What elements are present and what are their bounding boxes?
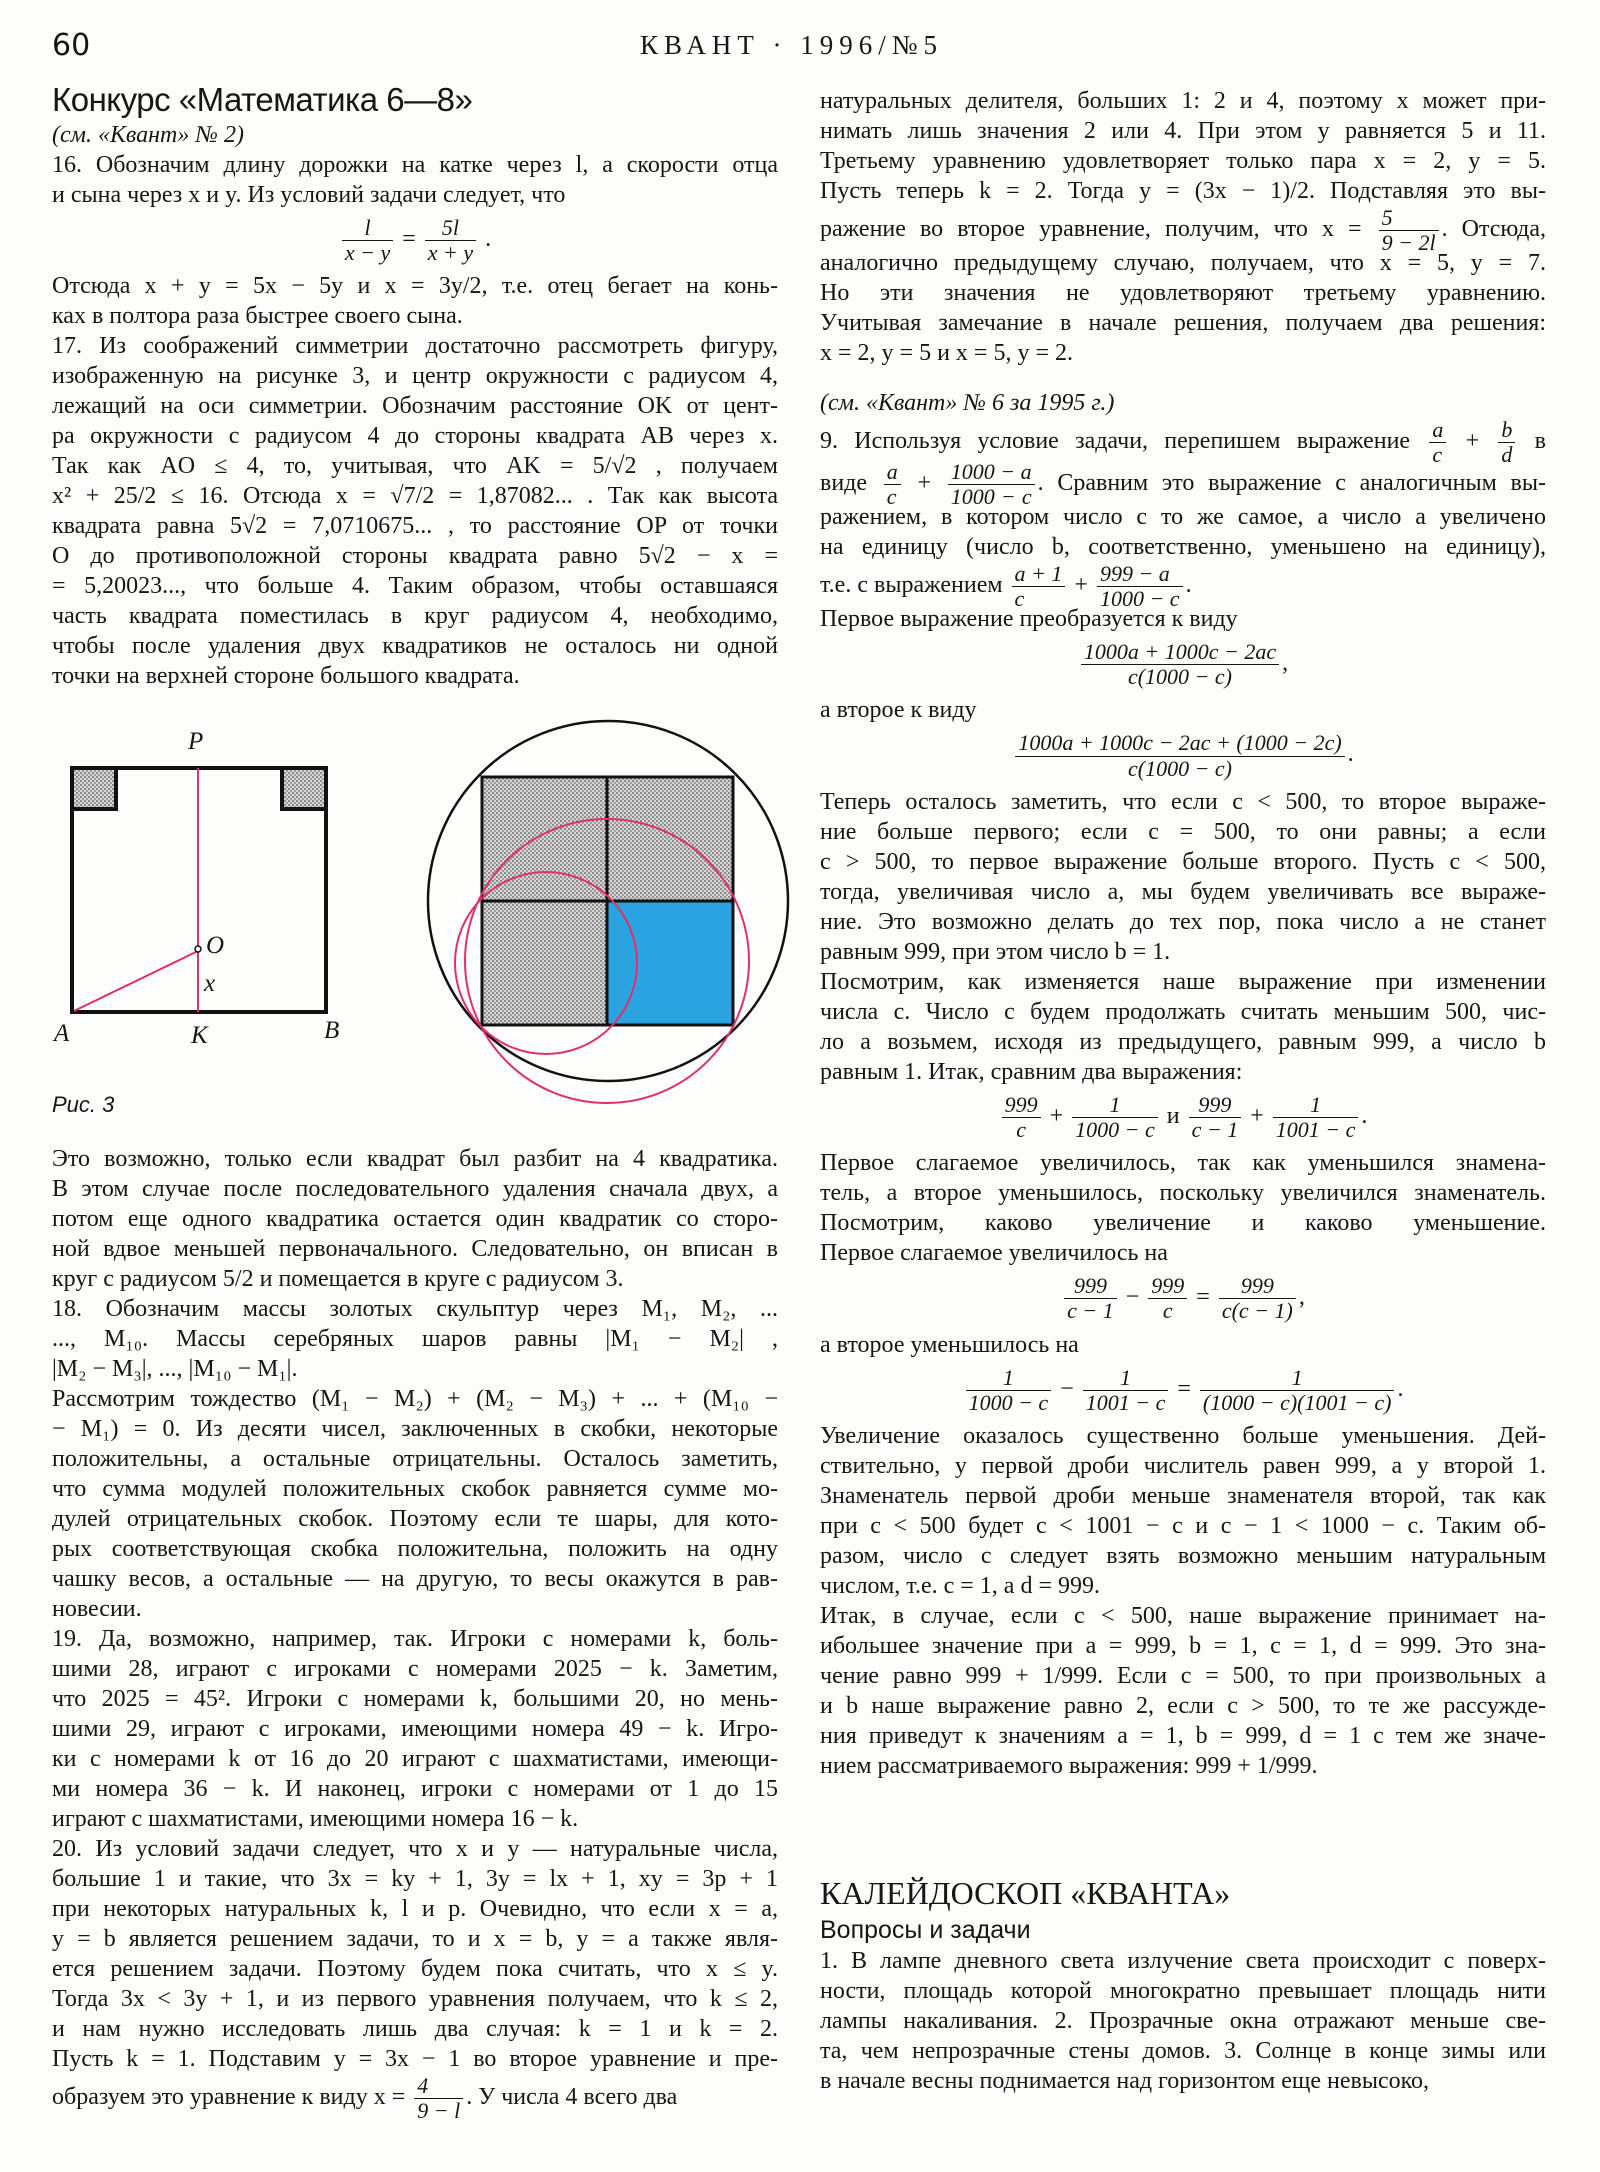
fraction <box>1273 1093 1359 1142</box>
text-run: = <box>1190 1284 1216 1311</box>
denominator: c − 1 <box>1191 1116 1239 1142</box>
fraction <box>1072 1093 1158 1142</box>
numerator: 1000a + 1000c − 2ac + (1000 − 2c) <box>1015 731 1344 756</box>
paragraph <box>52 1384 778 1624</box>
text-run: + <box>903 470 945 497</box>
text-line: c > 500, то первое выражение больше второго. Пусть c < 500, <box>820 848 1546 875</box>
numerator: 1 <box>1273 1093 1359 1118</box>
paragraph <box>52 1834 778 2124</box>
text-line: шими 28, играют с игроками с номерами 2025 − k. Заметим, <box>52 1656 778 1682</box>
fraction <box>1081 640 1279 689</box>
right-column <box>820 86 1546 1781</box>
text-line: квадрата равна 5√2 = 7,0710675... , то расстояние OP от точки <box>52 513 778 540</box>
text-line <box>820 205 1546 256</box>
text-run: = <box>1171 1375 1197 1402</box>
text-line <box>820 417 1546 468</box>
text-line: и нам нужно исследовать лишь два случая: k = 1 и k = 2. <box>52 2016 778 2042</box>
numerator: 1 <box>1072 1093 1158 1118</box>
text-line: Посмотрим, каково увеличение и каково уменьшение. <box>820 1210 1546 1237</box>
fraction <box>1083 1366 1169 1415</box>
text-line: x² + 25/2 ≤ 16. Отсюда x = √7/2 = 1,87082... . Так как высота <box>52 483 778 510</box>
text-line: Отсюда x + y = 5x − 5y и x = 3y/2, т.е. отец бегает на конь- <box>52 273 778 300</box>
display-formula <box>820 725 1546 786</box>
text-line: что сумма модулей положительных скобок равняется сумме мо- <box>52 1476 778 1502</box>
text-line: Тогда 3x < 3y + 1, и из первого уравнения получаем, что k ≤ 2, <box>52 1986 778 2012</box>
numerator: 4 <box>414 2074 463 2099</box>
text-line: равным 999, при этом число b = 1. <box>820 938 1171 965</box>
text-line: 1. В лампе дневного света излучение света происходит с поверх- <box>820 1948 1546 1974</box>
text-line: Пусть теперь k = 2. Тогда y = (3x − 1)/2. Подставляя это вы- <box>820 178 1546 204</box>
kaleidoscope-section <box>820 1872 1546 2096</box>
text-run: . <box>479 226 492 253</box>
text-line: числа c. Число c будем продолжать считать меньшим 500, чис- <box>820 998 1546 1025</box>
text-line: ния приведут к значениям a = 1, b = 999, d = 1 с тем же значе- <box>820 1722 1546 1749</box>
text-line: ра окружности с радиусом 4 до стороны квадрата AB через x. <box>52 423 778 450</box>
text-line: Это возможно, только если квадрат был разбит на 4 квадратика. <box>52 1146 778 1172</box>
paragraph <box>820 1601 1546 1781</box>
text-line: разом, число c следует взять возможно меньшим натуральным <box>820 1542 1546 1569</box>
text-run: . Отсюда, <box>1441 216 1546 243</box>
text-line: ние больше первого; если c = 500, то они равны; а если <box>820 818 1546 845</box>
denominator: 1000 − c <box>968 1389 1049 1415</box>
text-line: O до противоположной стороны квадрата равно 5√2 − x = <box>52 543 778 570</box>
text-line: В этом случае после последовательного удаления сначала двух, а <box>52 1176 778 1202</box>
text-line: тель, а второе уменьшилось, поскольку увеличился знаменатель. <box>820 1180 1546 1207</box>
text-run: образуем это уравнение к виду x = <box>52 2084 412 2111</box>
text-run: в <box>1518 428 1546 455</box>
text-line: потом еще одного квадратика остается один квадратик со сторо- <box>52 1206 778 1232</box>
text-run: . <box>1347 741 1354 768</box>
text-run: + <box>1244 1102 1270 1129</box>
text-run: . Сравним это выражение с аналогичным вы- <box>1037 470 1546 497</box>
text-line: положительны, а остальные отрицательны. Осталось заметить, <box>52 1446 778 1472</box>
figure-caption: Рис. 3 <box>52 1092 115 1117</box>
page-number: 60 <box>52 28 91 63</box>
subsection-heading: Вопросы и задачи <box>820 1916 1031 1944</box>
reference-note: (см. «Квант» № 6 за 1995 г.) <box>820 390 1115 416</box>
numerator: 999 <box>1064 1274 1117 1299</box>
section-title: Конкурс «Математика 6—8» <box>52 81 473 118</box>
text-line: ..., M₁₀. Массы серебряных шаров равны |M₁ − M₂| , <box>52 1326 778 1352</box>
paragraph <box>820 1148 1546 1268</box>
fraction <box>414 2074 463 2123</box>
text-line: y = b является решением задачи, то и x = b, y = a также явля- <box>52 1926 778 1952</box>
fraction <box>1200 1366 1395 1415</box>
denominator: 9 − l <box>417 2098 461 2124</box>
text-run: + <box>1449 428 1496 455</box>
text-line: лампы накаливания. 2. Прозрачные окна отражают меньше све- <box>820 2008 1546 2034</box>
denominator: 1001 − c <box>1275 1116 1356 1142</box>
segment-ao <box>74 951 198 1011</box>
display-formula <box>820 634 1546 695</box>
text-line: лежащий на оси симметрии. Обозначим расстояние OK от цент- <box>52 393 778 420</box>
denominator: c <box>1432 442 1443 468</box>
numerator: 999 − a <box>1097 562 1183 587</box>
text-line: 20. Из условий задачи следует, что x и y — натуральные числа, <box>52 1836 778 1862</box>
denominator: 9 − 2l <box>1381 230 1436 256</box>
text-line: Первое слагаемое увеличилось, так как уменьшился знамена- <box>820 1150 1546 1177</box>
denominator: c − 1 <box>1067 1298 1114 1324</box>
numerator: a <box>1429 418 1446 443</box>
paragraph <box>820 1421 1546 1601</box>
text-line: играют с шахматистами, имеющими номера 16 − k. <box>52 1806 579 1832</box>
text-run: виде <box>820 470 881 497</box>
quadrant-top-right <box>607 777 733 901</box>
text-run: 9. Используя условие задачи, перепишем выражение <box>820 428 1427 455</box>
text-line: дулей отрицательных скобок. Поэтому если те шары, для кото- <box>52 1506 778 1532</box>
paragraph <box>820 1946 1546 2096</box>
small-square-left <box>72 768 116 809</box>
text-line: Учитывая замечание в начале решения, получаем два решения: <box>820 310 1546 336</box>
text-line: на единицу (число b, соответственно, уменьшено на единицу), <box>820 534 1546 560</box>
display-formula <box>820 1087 1546 1148</box>
text-line: а второе к виду <box>820 697 977 724</box>
text-line: часть квадрата поместилась в круг радиусом 4, необходимо, <box>52 603 778 630</box>
display-formula <box>820 1360 1546 1421</box>
circle-diagram <box>428 721 788 1103</box>
numerator: 1 <box>966 1366 1052 1391</box>
text-line: 18. Обозначим массы золотых скульптур через M₁, M₂, ... <box>52 1296 778 1322</box>
text-line: Первое слагаемое увеличилось на <box>820 1240 1168 1267</box>
numerator: 1000a + 1000c − 2ac <box>1081 640 1279 665</box>
label-x: x <box>204 970 216 997</box>
text-line: Третьему уравнению удовлетворяет только пара x = 2, y = 5. <box>820 148 1546 174</box>
text-line: новесии. <box>52 1596 142 1622</box>
text-line: чашку весов, а остальные — на другую, то весы окажутся в рав- <box>52 1566 778 1592</box>
text-line: и b наше выражение равно 2, если c > 500, то те же рассужде- <box>820 1692 1546 1719</box>
text-line: Но эти значения не удовлетворяют третьему уравнению. <box>820 280 1546 306</box>
fraction <box>1015 731 1344 780</box>
denominator: x + y <box>427 240 474 266</box>
paragraph <box>52 1294 778 1384</box>
text-line: круг с радиусом 5/2 и помещается в круге с радиусом 3. <box>52 1266 624 1292</box>
text-run: + <box>1043 1102 1070 1129</box>
fraction <box>1064 1274 1117 1323</box>
text-line: равным 1. Итак, сравним два выражения: <box>820 1058 1243 1085</box>
text-line: 19. Да, возможно, например, так. Игроки с номерами k, боль- <box>52 1626 778 1652</box>
point-o <box>195 946 201 952</box>
text-run: т.е. с выражением <box>820 572 1009 599</box>
denominator: 1000 − c <box>950 484 1032 510</box>
label-b: B <box>324 1017 340 1044</box>
denominator: c(1000 − c) <box>1127 755 1233 781</box>
text-line: при некоторых натуральных k, l и p. Очевидно, что если x = a, <box>52 1896 778 1922</box>
paragraph <box>820 604 1546 634</box>
denominator: c(c − 1) <box>1221 1298 1293 1324</box>
text-line: ибольшее значение при a = 999, b = 1, c = 1, d = 999. Это зна- <box>820 1632 1546 1659</box>
text-run: . <box>1397 1375 1404 1402</box>
quadrant-bottom-left <box>482 901 607 1025</box>
text-run: + <box>1068 572 1094 599</box>
text-line: 16. Обозначим длину дорожки на катке через l, а скорости отца <box>52 152 778 178</box>
running-head: КВАНТ · 1996/№5 <box>640 30 944 60</box>
paragraph <box>820 86 1546 368</box>
text-line: большие 1 и такие, что 3x = ky + 1, 3y = lx + 1, xy = 3p + 1 <box>52 1866 778 1892</box>
text-line: нием рассматриваемого выражения: 999 + 1/999. <box>820 1752 1318 1779</box>
text-line: аналогично предыдущему случаю, получаем, что x = 5, y = 7. <box>820 250 1546 276</box>
denominator: 1000 − c <box>1099 586 1180 612</box>
text-line: точки на верхней стороне большого квадрата. <box>52 663 520 690</box>
text-line: ется решением задачи. Поэтому будем пока считать, что x ≤ y. <box>52 1956 778 1982</box>
text-line: что 2025 = 45². Игроки с номерами k, большими 20, но мень- <box>52 1686 778 1712</box>
text-line: − M₁) = 0. Из десяти чисел, заключенных в скобки, некоторые <box>52 1416 778 1442</box>
denominator: (1000 − c)(1001 − c) <box>1202 1389 1392 1415</box>
text-run: , <box>1298 1284 1305 1311</box>
text-line: Итак, в случае, если c < 500, наше выражение принимает на- <box>820 1602 1546 1629</box>
numerator: a <box>884 460 901 485</box>
text-line <box>820 459 1546 510</box>
display-formula <box>820 1268 1546 1329</box>
text-line: рых соответствующая скобка положительна, положить на одну <box>52 1536 778 1562</box>
text-line: чтобы после удаления двух квадратиков не осталось ни одной <box>52 633 778 660</box>
text-line: ности, площадь которой многократно превышает площадь нити <box>820 1978 1546 2004</box>
text-line: Посмотрим, как изменяется наше выражение при изменении <box>820 968 1546 995</box>
paragraph <box>820 967 1546 1087</box>
denominator: c(1000 − c) <box>1127 664 1232 690</box>
text-line: = 5,20023..., что больше 4. Таким образом, чтобы оставшаяся <box>52 573 778 600</box>
text-line: в начале весны поднимается над горизонтом еще невысоко, <box>820 2068 1430 2094</box>
denominator: x − y <box>344 240 391 266</box>
text-line: та, чем непрозрачные стены домов. 3. Солнце в конце зимы или <box>820 2038 1546 2064</box>
small-square-right <box>282 768 326 809</box>
numerator: 1000 − a <box>948 460 1035 485</box>
text-line: при c < 500 будет c < 1001 − c и c − 1 < 1000 − c. Таким об- <box>820 1512 1546 1539</box>
fraction <box>966 1366 1052 1415</box>
reference-note: (см. «Квант» № 2) <box>52 122 245 148</box>
text-run: , <box>1282 650 1289 677</box>
text-line: и сына через x и y. Из условий задачи следует, что <box>52 182 566 208</box>
text-run: − <box>1119 1284 1146 1311</box>
text-run: и <box>1160 1102 1186 1129</box>
paragraph <box>52 1144 778 1294</box>
denominator: 1001 − c <box>1085 1389 1166 1415</box>
text-line: ми номера 36 − k. И наконец, игроки с номерами от 1 до 15 <box>52 1776 778 1802</box>
text-line: ках в полтора раза быстрее своего сына. <box>52 303 463 330</box>
square-diagram <box>72 768 326 1012</box>
text-run: . У числа 4 всего два <box>466 2084 678 2111</box>
label-o: O <box>206 932 225 959</box>
denominator: c <box>1016 1116 1026 1142</box>
paragraph <box>820 417 1546 612</box>
text-line <box>820 561 1546 612</box>
text-run: . <box>1185 572 1192 599</box>
label-p: P <box>188 728 204 755</box>
kaleidoscope-heading: КАЛЕЙДОСКОП «КВАНТА» <box>820 1875 1231 1911</box>
text-line: числом, т.е. c = 1, а d = 999. <box>820 1572 1100 1599</box>
text-line: ки с номерами k от 16 до 20 играют с шахматистами, имеющи- <box>52 1746 778 1772</box>
numerator: 5l <box>425 216 476 241</box>
numerator: 1 <box>1083 1366 1169 1391</box>
text-line <box>52 2073 778 2124</box>
text-line: x = 2, y = 5 и x = 5, y = 2. <box>820 340 1073 366</box>
text-line: Так как AO ≤ 4, то, учитывая, что AK = 5/√2 , получаем <box>52 453 778 480</box>
text-run: = <box>396 226 422 253</box>
fraction <box>1189 1093 1242 1142</box>
text-line: 17. Из соображений симметрии достаточно рассмотреть фигуру, <box>52 333 778 360</box>
denominator: 1000 − c <box>1075 1116 1155 1142</box>
numerator: 999 <box>1219 1274 1296 1299</box>
text-line: Увеличение оказалось существенно больше уменьшения. Дей- <box>820 1422 1546 1449</box>
text-line: ние. Это возможно делать до тех пор, пока число a не станет <box>820 908 1546 935</box>
numerator: 999 <box>1148 1274 1187 1299</box>
numerator: b <box>1498 418 1515 443</box>
text-line: чение равно 999 + 1/999. Если c = 500, то при произвольных a <box>820 1662 1546 1689</box>
numerator: a + 1 <box>1012 562 1066 587</box>
numerator: 999 <box>1002 1093 1041 1118</box>
denominator: d <box>1501 442 1513 468</box>
numerator: 5 <box>1379 206 1439 231</box>
denominator: c <box>886 484 897 510</box>
paragraph <box>820 695 1546 725</box>
text-line: |M₂ − M₃|, ..., |M₁₀ − M₁|. <box>52 1356 298 1382</box>
text-run: . <box>1361 1102 1368 1129</box>
text-line: Знаменатель первой дроби меньше знаменателя второй, так как <box>820 1482 1546 1509</box>
figure-3 <box>0 0 800 1140</box>
text-line: натуральных делителя, больших 1: 2 и 4, поэтому x может при- <box>820 88 1546 114</box>
label-k: K <box>191 1022 208 1049</box>
text-line: тогда, увеличивая число a, мы будем увеличивать все выраже- <box>820 878 1546 905</box>
paragraph <box>820 1330 1546 1360</box>
text-line: изображенную на рисунке 3, и центр окружности с радиусом 4, <box>52 363 778 390</box>
text-run: ражение во второе уравнение, получим, что x = <box>820 216 1376 243</box>
paragraph <box>52 1624 778 1834</box>
text-line: а второе уменьшилось на <box>820 1331 1079 1358</box>
denominator: c <box>1014 586 1025 612</box>
paragraph <box>820 787 1546 967</box>
text-line: нимать лишь значения 2 или 4. При этом y равняется 5 и 11. <box>820 118 1546 144</box>
text-line: ствительно, у первой дроби числитель равен 999, а у второй 1. <box>820 1452 1546 1479</box>
text-line: ражением, в котором число c то же самое, а число a увеличено <box>820 504 1546 530</box>
label-a: A <box>54 1020 70 1047</box>
fraction <box>1148 1274 1187 1323</box>
text-line: Первое выражение преобразуется к виду <box>820 606 1238 632</box>
denominator: c <box>1162 1298 1173 1324</box>
text-run: − <box>1054 1375 1080 1402</box>
numerator: l <box>342 216 393 241</box>
left-column-bottom <box>52 1144 778 2124</box>
text-line: Рассмотрим тождество (M₁ − M₂) + (M₂ − M₃) + ... + (M₁₀ − <box>52 1386 778 1412</box>
text-line: шими 29, играют с игроками, имеющими номера 49 − k. Игро- <box>52 1716 778 1742</box>
fraction <box>1219 1274 1296 1323</box>
text-line: ло a возьмем, исходя из предыдущего, равным 999, а число b <box>820 1028 1546 1055</box>
numerator: 1 <box>1200 1366 1395 1391</box>
numerator: 999 <box>1189 1093 1242 1118</box>
text-line: Теперь осталось заметить, что если c < 500, то второе выраже- <box>820 788 1546 815</box>
fraction <box>1002 1093 1041 1142</box>
text-line: ной вдвое меньшей первоначального. Следовательно, он вписан в <box>52 1236 778 1262</box>
text-line: Пусть k = 1. Подставим y = 3x − 1 во второе уравнение и пре- <box>52 2046 778 2072</box>
